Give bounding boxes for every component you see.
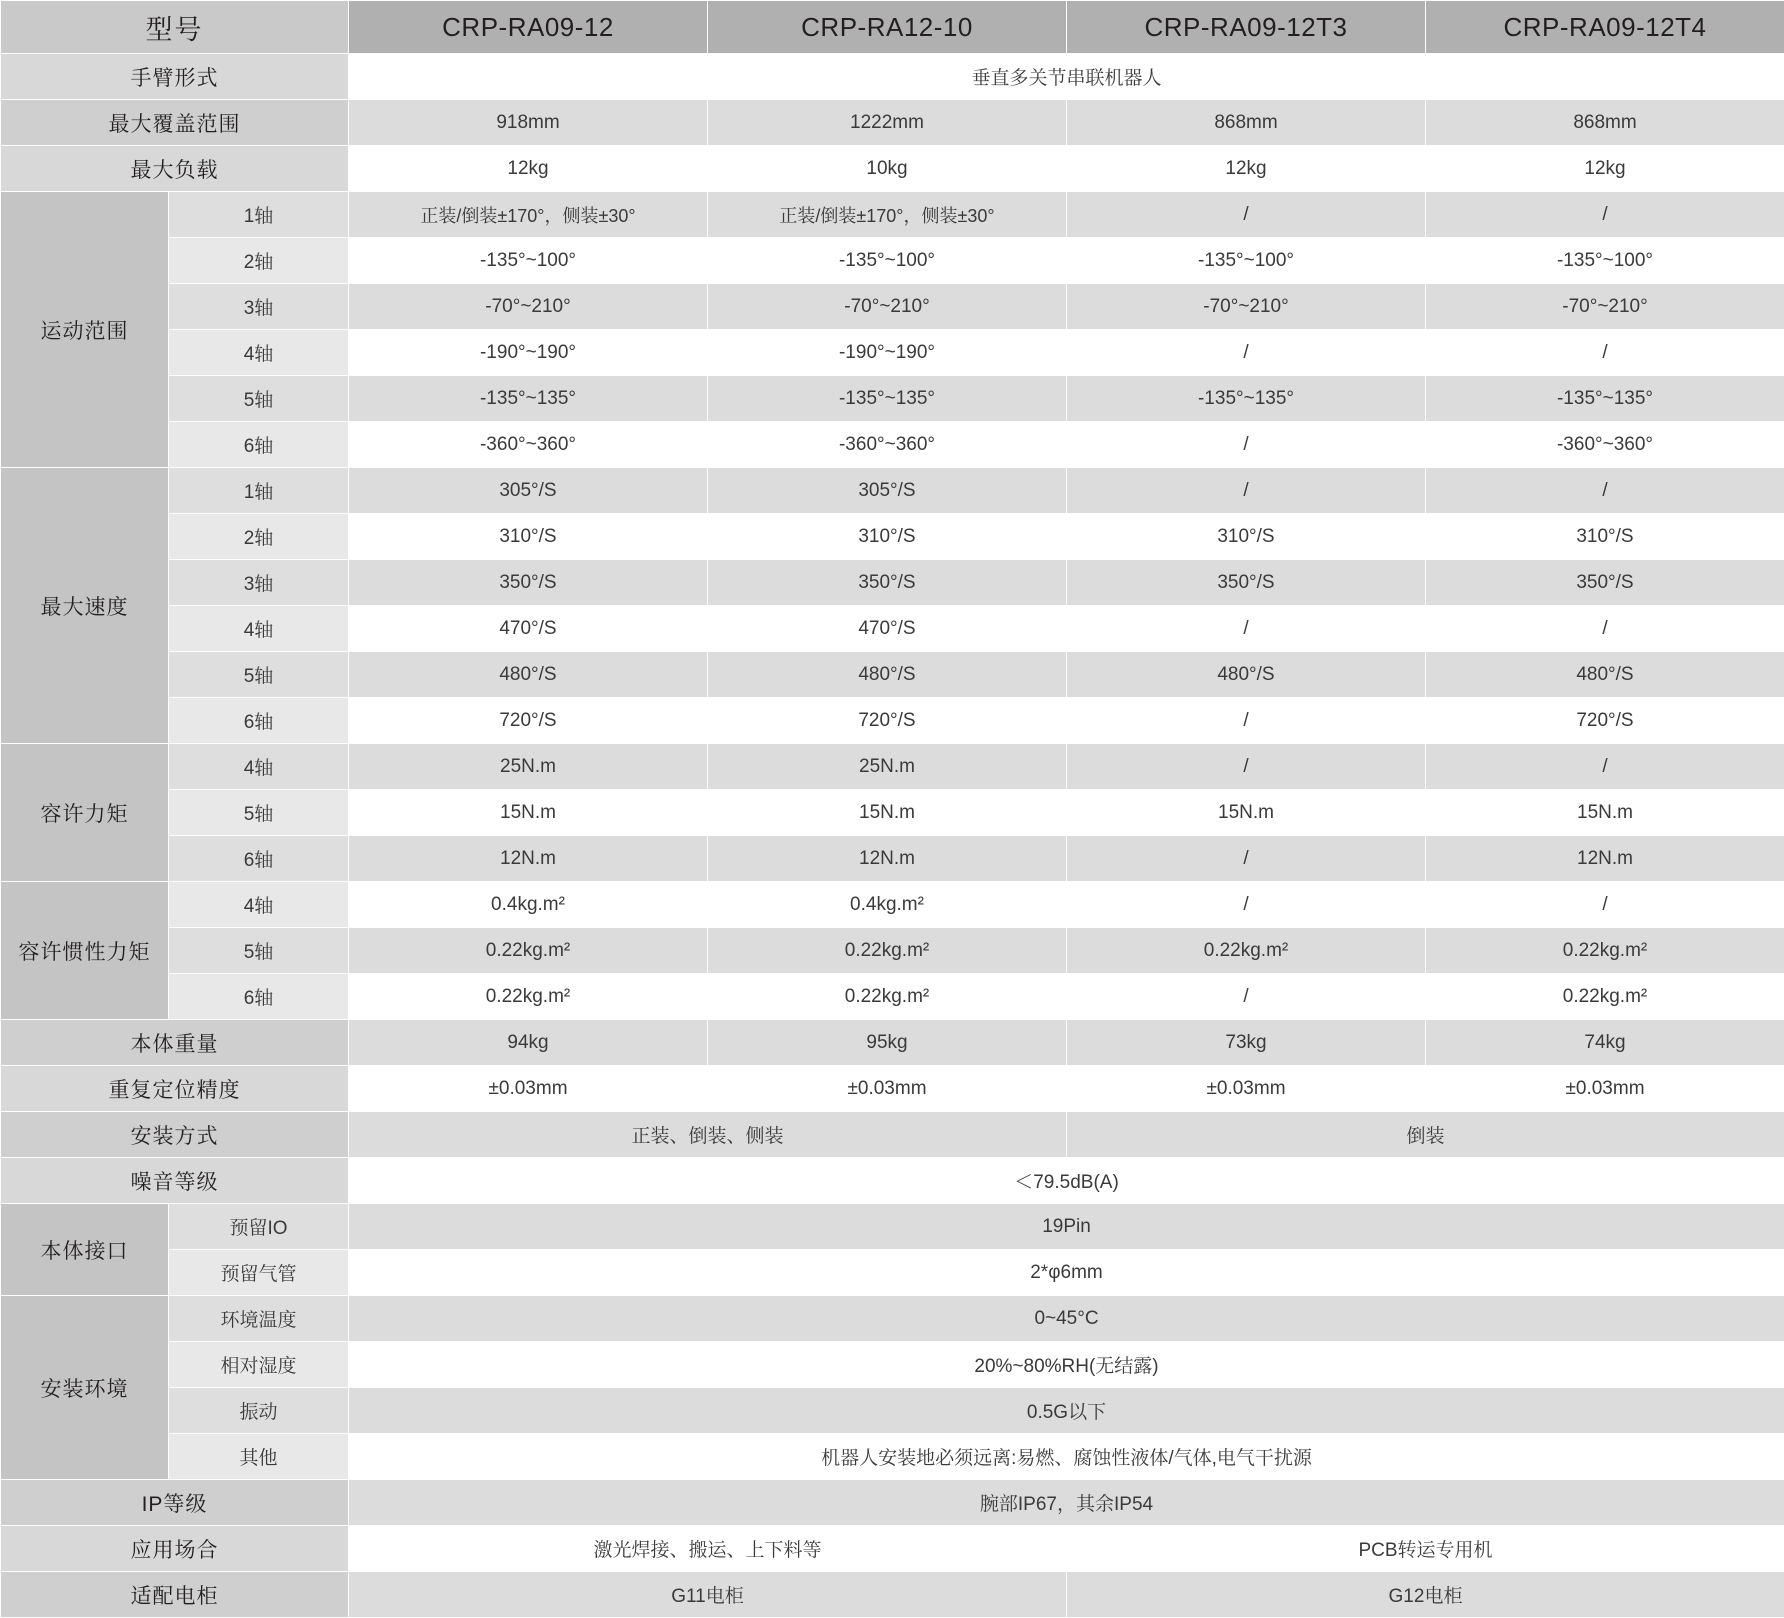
axis-label: 6轴 bbox=[169, 974, 349, 1020]
value-reserved-air-tube: 2*φ6mm bbox=[349, 1250, 1784, 1296]
value-speed-6-2: 720°/S bbox=[708, 698, 1067, 744]
table-row bbox=[1, 928, 1784, 974]
axis-label: 5轴 bbox=[169, 790, 349, 836]
value-vibration: 0.5G以下 bbox=[349, 1388, 1784, 1434]
value-torque-5-2: 15N.m bbox=[708, 790, 1067, 836]
value-relative-humidity: 20%~80%RH(无结露) bbox=[349, 1342, 1784, 1388]
table-row bbox=[1, 1250, 1784, 1296]
table-row bbox=[1, 790, 1784, 836]
value-reserved-io: 19Pin bbox=[349, 1204, 1784, 1250]
value-motion-6-3: / bbox=[1067, 422, 1426, 468]
table-row bbox=[1, 698, 1784, 744]
axis-label: 1轴 bbox=[169, 192, 349, 238]
value-speed-4-3: / bbox=[1067, 606, 1426, 652]
value-max-reach-4: 868mm bbox=[1426, 100, 1784, 146]
table-row bbox=[1, 1066, 1784, 1112]
axis-label: 3轴 bbox=[169, 560, 349, 606]
row-group-body-interface: 本体接口 bbox=[1, 1204, 169, 1296]
axis-label: 6轴 bbox=[169, 836, 349, 882]
sub-label-relative-humidity: 相对湿度 bbox=[169, 1342, 349, 1388]
value-speed-4-2: 470°/S bbox=[708, 606, 1067, 652]
value-motion-2-4: -135°~100° bbox=[1426, 238, 1784, 284]
value-inertia-5-3: 0.22kg.m² bbox=[1067, 928, 1426, 974]
value-motion-5-3: -135°~135° bbox=[1067, 376, 1426, 422]
axis-label: 2轴 bbox=[169, 238, 349, 284]
value-motion-4-3: / bbox=[1067, 330, 1426, 376]
value-body-weight-4: 74kg bbox=[1426, 1020, 1784, 1066]
value-speed-5-4: 480°/S bbox=[1426, 652, 1784, 698]
value-application-right: PCB转运专用机 bbox=[1067, 1526, 1784, 1572]
value-torque-4-4: / bbox=[1426, 744, 1784, 790]
value-max-reach-1: 918mm bbox=[349, 100, 708, 146]
row-label-noise: 噪音等级 bbox=[1, 1158, 349, 1204]
value-speed-2-1: 310°/S bbox=[349, 514, 708, 560]
value-speed-2-4: 310°/S bbox=[1426, 514, 1784, 560]
value-other: 机器人安装地必须远离:易燃、腐蚀性液体/气体,电气干扰源 bbox=[349, 1434, 1784, 1480]
value-speed-5-1: 480°/S bbox=[349, 652, 708, 698]
value-motion-4-4: / bbox=[1426, 330, 1784, 376]
value-speed-1-1: 305°/S bbox=[349, 468, 708, 514]
value-body-weight-3: 73kg bbox=[1067, 1020, 1426, 1066]
value-inertia-4-2: 0.4kg.m² bbox=[708, 882, 1067, 928]
sub-label-vibration: 振动 bbox=[169, 1388, 349, 1434]
row-label-arm-type: 手臂形式 bbox=[1, 54, 349, 100]
axis-label: 5轴 bbox=[169, 928, 349, 974]
value-torque-4-3: / bbox=[1067, 744, 1426, 790]
value-repeatability-2: ±0.03mm bbox=[708, 1066, 1067, 1112]
value-motion-3-4: -70°~210° bbox=[1426, 284, 1784, 330]
table-row bbox=[1, 238, 1784, 284]
value-speed-4-1: 470°/S bbox=[349, 606, 708, 652]
value-motion-6-4: -360°~360° bbox=[1426, 422, 1784, 468]
row-label-body-weight: 本体重量 bbox=[1, 1020, 349, 1066]
table-row bbox=[1, 836, 1784, 882]
value-inertia-6-4: 0.22kg.m² bbox=[1426, 974, 1784, 1020]
value-inertia-5-2: 0.22kg.m² bbox=[708, 928, 1067, 974]
value-torque-5-1: 15N.m bbox=[349, 790, 708, 836]
row-label-application: 应用场合 bbox=[1, 1526, 349, 1572]
row-label-ip-rating: IP等级 bbox=[1, 1480, 349, 1526]
value-speed-5-2: 480°/S bbox=[708, 652, 1067, 698]
table-row bbox=[1, 744, 1784, 790]
table-row bbox=[1, 974, 1784, 1020]
value-speed-2-3: 310°/S bbox=[1067, 514, 1426, 560]
table-row bbox=[1, 1342, 1784, 1388]
value-arm-type: 垂直多关节串联机器人 bbox=[349, 54, 1784, 100]
table-row bbox=[1, 468, 1784, 514]
value-torque-6-1: 12N.m bbox=[349, 836, 708, 882]
axis-label: 4轴 bbox=[169, 744, 349, 790]
table-row bbox=[1, 1480, 1784, 1526]
axis-label: 4轴 bbox=[169, 882, 349, 928]
row-label-cabinet: 适配电柜 bbox=[1, 1572, 349, 1618]
value-repeatability-1: ±0.03mm bbox=[349, 1066, 708, 1112]
value-torque-4-1: 25N.m bbox=[349, 744, 708, 790]
sub-label-reserved-io: 预留IO bbox=[169, 1204, 349, 1250]
row-group-environment: 安装环境 bbox=[1, 1296, 169, 1480]
table-row bbox=[1, 1158, 1784, 1204]
value-motion-4-2: -190°~190° bbox=[708, 330, 1067, 376]
value-max-payload-4: 12kg bbox=[1426, 146, 1784, 192]
value-motion-3-3: -70°~210° bbox=[1067, 284, 1426, 330]
value-speed-1-2: 305°/S bbox=[708, 468, 1067, 514]
axis-label: 4轴 bbox=[169, 606, 349, 652]
value-speed-2-2: 310°/S bbox=[708, 514, 1067, 560]
value-motion-4-1: -190°~190° bbox=[349, 330, 708, 376]
value-motion-2-2: -135°~100° bbox=[708, 238, 1067, 284]
table-row bbox=[1, 882, 1784, 928]
value-speed-6-4: 720°/S bbox=[1426, 698, 1784, 744]
value-speed-6-1: 720°/S bbox=[349, 698, 708, 744]
value-max-reach-2: 1222mm bbox=[708, 100, 1067, 146]
table-row bbox=[1, 1296, 1784, 1342]
table-header-row bbox=[1, 1, 1784, 54]
value-motion-2-3: -135°~100° bbox=[1067, 238, 1426, 284]
row-label-max-reach: 最大覆盖范围 bbox=[1, 100, 349, 146]
value-motion-5-2: -135°~135° bbox=[708, 376, 1067, 422]
row-group-allowable-inertia: 容许惯性力矩 bbox=[1, 882, 169, 1020]
value-motion-1-1: 正装/倒装±170°，侧装±30° bbox=[349, 192, 708, 238]
table-row bbox=[1, 606, 1784, 652]
value-torque-5-4: 15N.m bbox=[1426, 790, 1784, 836]
value-motion-3-2: -70°~210° bbox=[708, 284, 1067, 330]
value-inertia-6-1: 0.22kg.m² bbox=[349, 974, 708, 1020]
sub-label-reserved-air-tube: 预留气管 bbox=[169, 1250, 349, 1296]
axis-label: 6轴 bbox=[169, 698, 349, 744]
value-motion-6-1: -360°~360° bbox=[349, 422, 708, 468]
axis-label: 6轴 bbox=[169, 422, 349, 468]
table-row bbox=[1, 1434, 1784, 1480]
row-group-motion-range: 运动范围 bbox=[1, 192, 169, 468]
value-application-left: 激光焊接、搬运、上下料等 bbox=[349, 1526, 1067, 1572]
value-cabinet-left: G11电柜 bbox=[349, 1572, 1067, 1618]
value-motion-1-3: / bbox=[1067, 192, 1426, 238]
table-row bbox=[1, 514, 1784, 560]
value-torque-6-2: 12N.m bbox=[708, 836, 1067, 882]
sub-label-other: 其他 bbox=[169, 1434, 349, 1480]
axis-label: 3轴 bbox=[169, 284, 349, 330]
header-model-3: CRP-RA09-12T3 bbox=[1067, 1, 1426, 54]
value-motion-5-4: -135°~135° bbox=[1426, 376, 1784, 422]
table-row bbox=[1, 1112, 1784, 1158]
table-row bbox=[1, 54, 1784, 100]
axis-label: 1轴 bbox=[169, 468, 349, 514]
value-inertia-4-4: / bbox=[1426, 882, 1784, 928]
value-motion-1-2: 正装/倒装±170°，侧装±30° bbox=[708, 192, 1067, 238]
value-max-payload-3: 12kg bbox=[1067, 146, 1426, 192]
table-row bbox=[1, 1020, 1784, 1066]
row-group-allowable-torque: 容许力矩 bbox=[1, 744, 169, 882]
value-speed-6-3: / bbox=[1067, 698, 1426, 744]
header-model-4: CRP-RA09-12T4 bbox=[1426, 1, 1784, 54]
axis-label: 5轴 bbox=[169, 652, 349, 698]
row-label-repeatability: 重复定位精度 bbox=[1, 1066, 349, 1112]
value-speed-3-2: 350°/S bbox=[708, 560, 1067, 606]
value-ambient-temperature: 0~45°C bbox=[349, 1296, 1784, 1342]
table-row bbox=[1, 330, 1784, 376]
value-speed-5-3: 480°/S bbox=[1067, 652, 1426, 698]
value-speed-3-4: 350°/S bbox=[1426, 560, 1784, 606]
table-row bbox=[1, 422, 1784, 468]
axis-label: 2轴 bbox=[169, 514, 349, 560]
row-label-max-payload: 最大负载 bbox=[1, 146, 349, 192]
table-row bbox=[1, 1388, 1784, 1434]
value-body-weight-2: 95kg bbox=[708, 1020, 1067, 1066]
value-torque-6-3: / bbox=[1067, 836, 1426, 882]
value-inertia-4-3: / bbox=[1067, 882, 1426, 928]
table-row bbox=[1, 1204, 1784, 1250]
value-repeatability-3: ±0.03mm bbox=[1067, 1066, 1426, 1112]
value-max-reach-3: 868mm bbox=[1067, 100, 1426, 146]
value-mounting-left: 正装、倒装、侧装 bbox=[349, 1112, 1067, 1158]
table-row bbox=[1, 1572, 1784, 1618]
value-repeatability-4: ±0.03mm bbox=[1426, 1066, 1784, 1112]
value-max-payload-1: 12kg bbox=[349, 146, 708, 192]
header-model-1: CRP-RA09-12 bbox=[349, 1, 708, 54]
row-label-mounting: 安装方式 bbox=[1, 1112, 349, 1158]
table-row bbox=[1, 284, 1784, 330]
value-torque-6-4: 12N.m bbox=[1426, 836, 1784, 882]
value-ip-rating: 腕部IP67，其余IP54 bbox=[349, 1480, 1784, 1526]
value-torque-5-3: 15N.m bbox=[1067, 790, 1426, 836]
value-noise: ＜79.5dB(A) bbox=[349, 1158, 1784, 1204]
value-motion-6-2: -360°~360° bbox=[708, 422, 1067, 468]
value-inertia-6-3: / bbox=[1067, 974, 1426, 1020]
value-inertia-4-1: 0.4kg.m² bbox=[349, 882, 708, 928]
value-cabinet-right: G12电柜 bbox=[1067, 1572, 1784, 1618]
value-inertia-5-4: 0.22kg.m² bbox=[1426, 928, 1784, 974]
table-row bbox=[1, 192, 1784, 238]
header-label: 型号 bbox=[1, 1, 349, 54]
value-inertia-5-1: 0.22kg.m² bbox=[349, 928, 708, 974]
table-row bbox=[1, 100, 1784, 146]
table-row bbox=[1, 560, 1784, 606]
value-mounting-right: 倒装 bbox=[1067, 1112, 1784, 1158]
value-max-payload-2: 10kg bbox=[708, 146, 1067, 192]
value-inertia-6-2: 0.22kg.m² bbox=[708, 974, 1067, 1020]
value-torque-4-2: 25N.m bbox=[708, 744, 1067, 790]
sub-label-ambient-temperature: 环境温度 bbox=[169, 1296, 349, 1342]
row-group-max-speed: 最大速度 bbox=[1, 468, 169, 744]
value-body-weight-1: 94kg bbox=[349, 1020, 708, 1066]
value-speed-1-4: / bbox=[1426, 468, 1784, 514]
value-speed-3-3: 350°/S bbox=[1067, 560, 1426, 606]
value-speed-3-1: 350°/S bbox=[349, 560, 708, 606]
value-speed-4-4: / bbox=[1426, 606, 1784, 652]
axis-label: 5轴 bbox=[169, 376, 349, 422]
value-motion-1-4: / bbox=[1426, 192, 1784, 238]
table-row bbox=[1, 146, 1784, 192]
value-motion-3-1: -70°~210° bbox=[349, 284, 708, 330]
table-row bbox=[1, 1526, 1784, 1572]
value-motion-2-1: -135°~100° bbox=[349, 238, 708, 284]
header-model-2: CRP-RA12-10 bbox=[708, 1, 1067, 54]
table-row bbox=[1, 376, 1784, 422]
axis-label: 4轴 bbox=[169, 330, 349, 376]
table-row bbox=[1, 652, 1784, 698]
value-motion-5-1: -135°~135° bbox=[349, 376, 708, 422]
value-speed-1-3: / bbox=[1067, 468, 1426, 514]
